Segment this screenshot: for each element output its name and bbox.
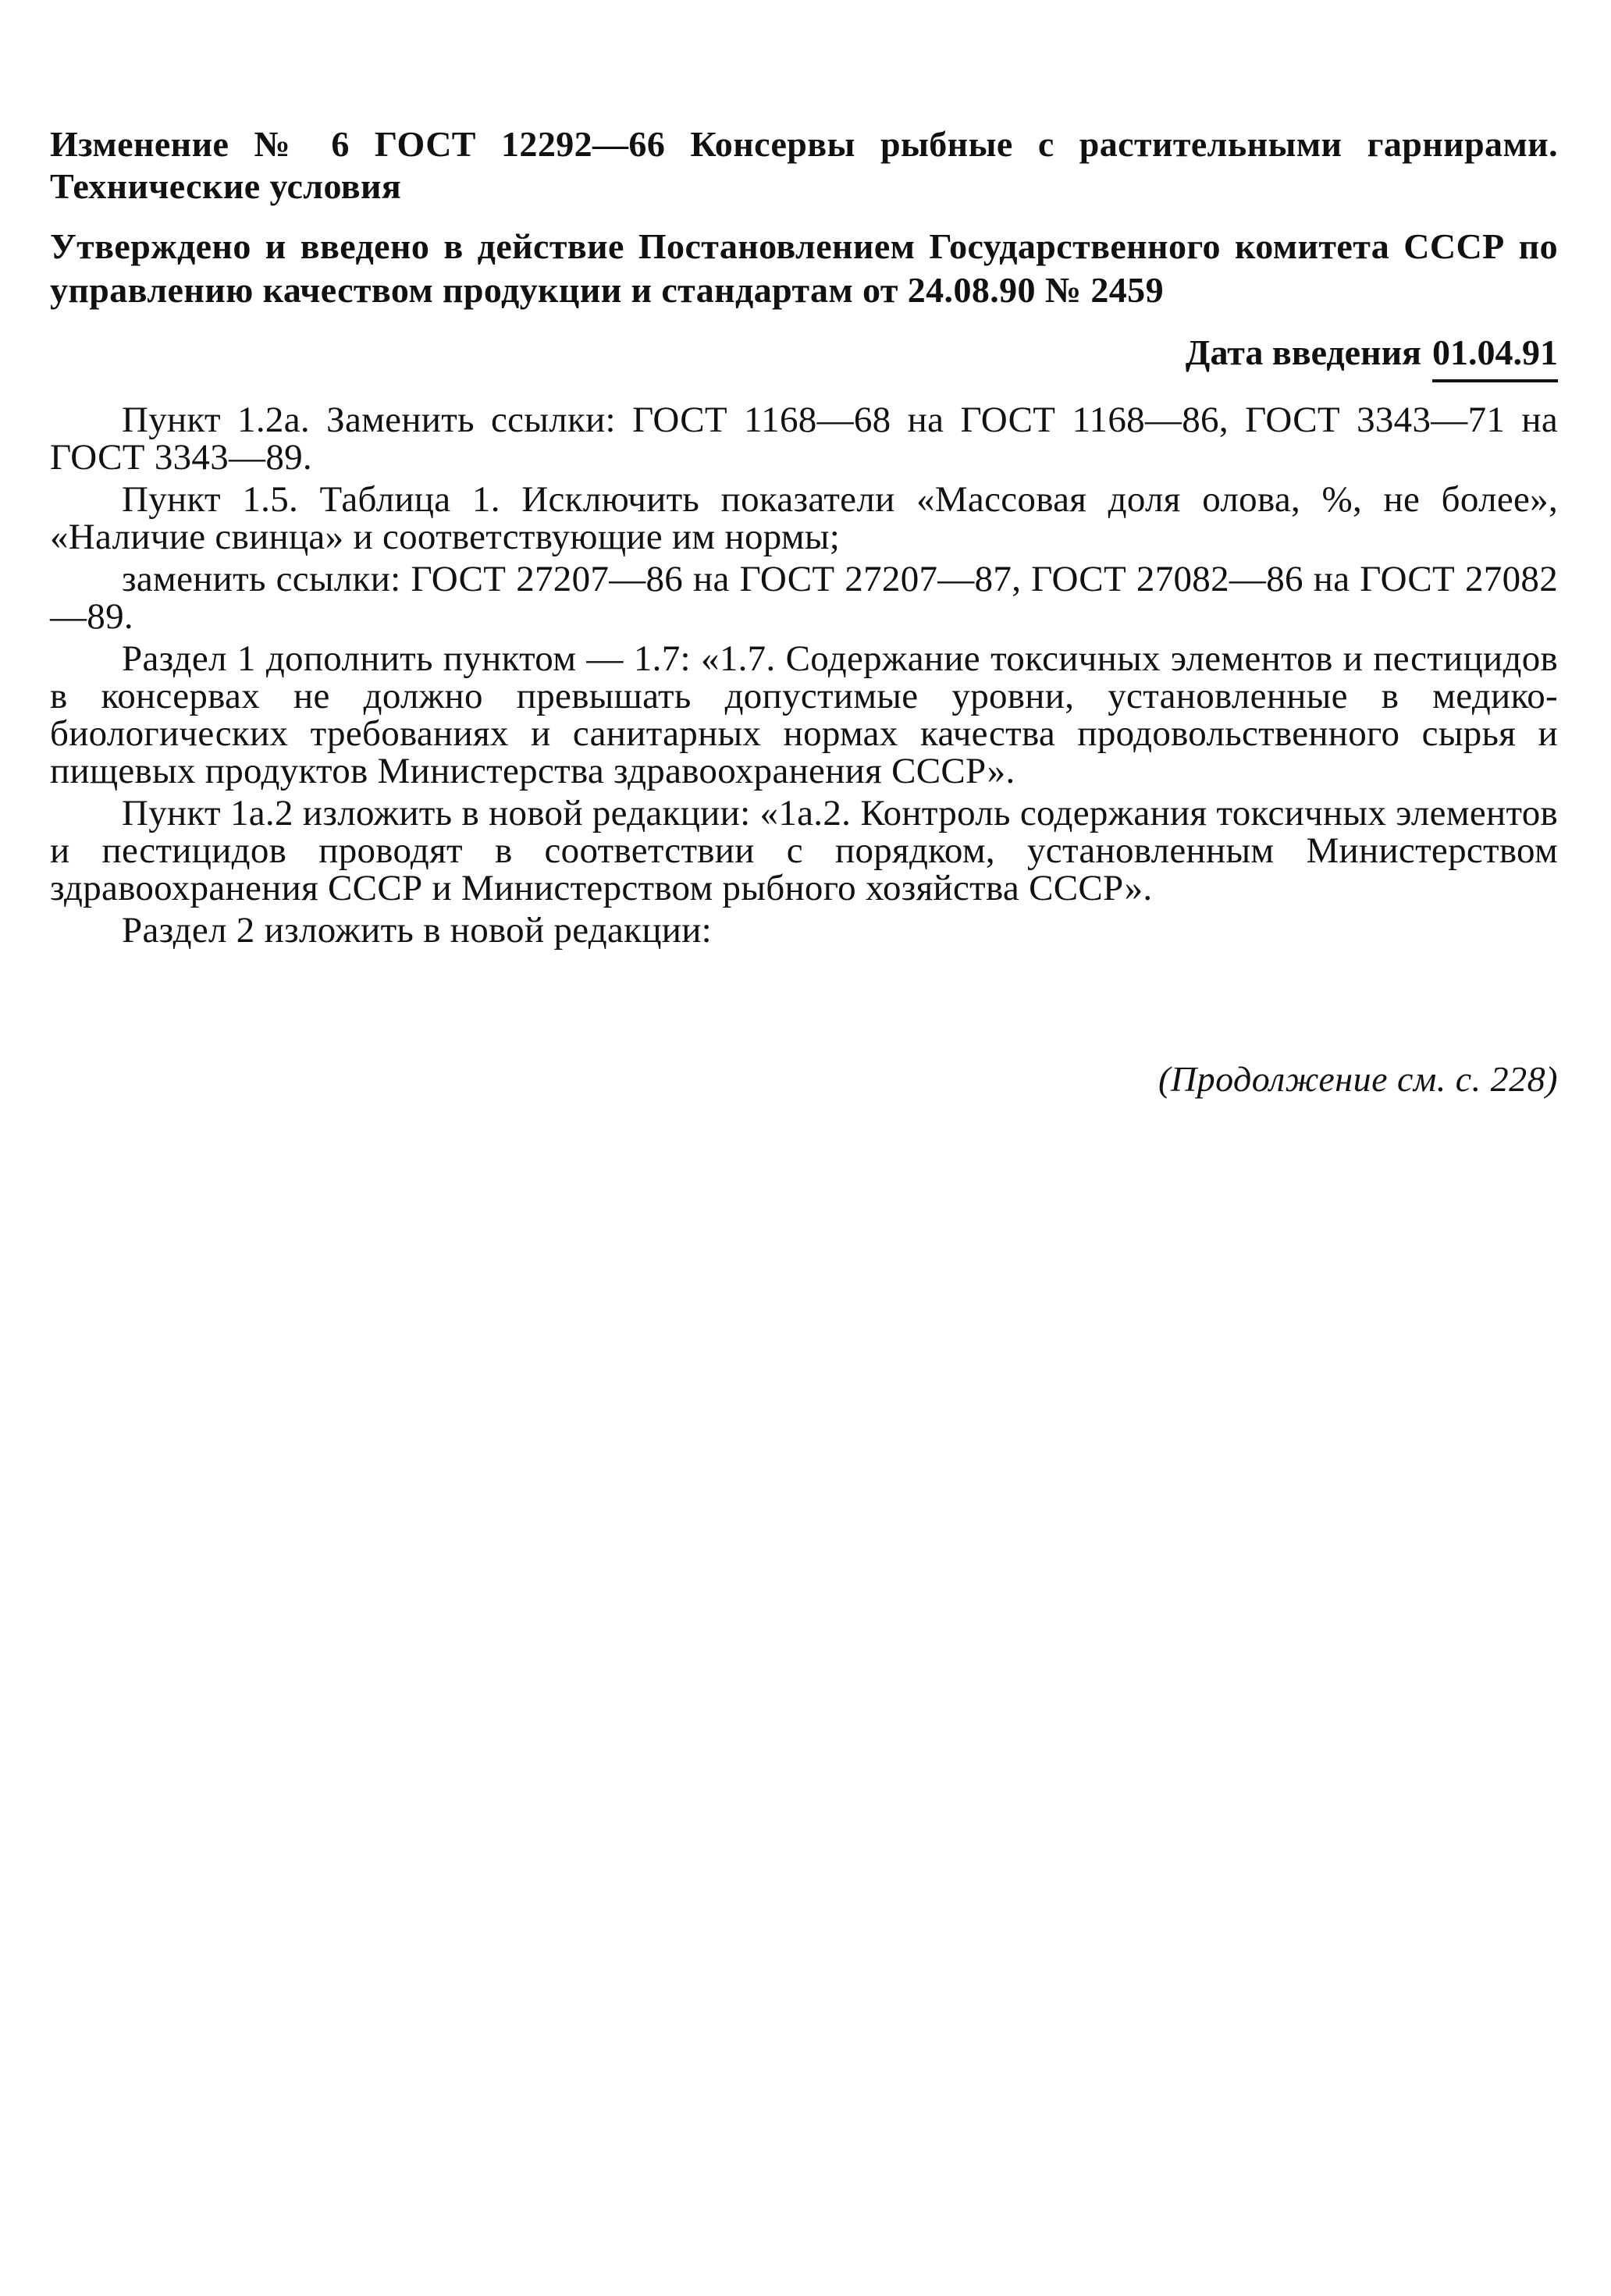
- introduction-date: [50, 329, 1558, 382]
- document-header: [50, 123, 1558, 382]
- paragraph-item-1a-2: Пункт 1а.2 изложить в новой редакции: «1а.2. Контроль содержания токсичных элементов и пестицидов проводят в соответствии с порядком, установленным Министерством здравоохранения СССР и Министерством рыбного хозяйства СССР».: [50, 793, 1558, 908]
- paragraph-item-1-5: Пункт 1.5. Таблица 1. Исключить показатели «Массовая доля олова, %, не более», «Наличие свинца» и соответствующие им нормы;: [50, 479, 1558, 557]
- amendment-title: Изменение № 6 ГОСТ 12292—66 Консервы рыбные с растительными гарнирами. Технические условия: [50, 124, 1558, 206]
- amendment-body: [50, 401, 1558, 954]
- paragraph-replace-references: заменить ссылки: ГОСТ 27207—86 на ГОСТ 27207—87, ГОСТ 27082—86 на ГОСТ 27082—89.: [50, 559, 1558, 637]
- paragraph-section-2: Раздел 2 изложить в новой редакции:: [122, 910, 713, 951]
- paragraph-section-1-addition: Раздел 1 дополнить пунктом — 1.7: «1.7. Содержание токсичных элементов и пестицидов в консервах не должно превышать допустимые уровни, установленные в медико-биологических требованиях и санитарных нормах качества продовольственного сырья и пищевых продуктов Министерства здравоохранения СССР».: [50, 638, 1558, 791]
- approval-statement: Утверждено и введено в действие Постановлением Государственного комитета СССР по управлению качеством продукции и стандартам от 24.08.90 № 2459: [50, 226, 1558, 310]
- paragraph-item-1-2a: Пункт 1.2а. Заменить ссылки: ГОСТ 1168—68 на ГОСТ 1168—86, ГОСТ 3343—71 на ГОСТ 3343—89.: [50, 400, 1558, 478]
- continuation-note: (Продолжение см. с. 228): [1158, 1059, 1558, 1099]
- introduction-date-label: Дата введения: [1185, 332, 1421, 372]
- introduction-date-value: 01.04.91: [1432, 329, 1558, 382]
